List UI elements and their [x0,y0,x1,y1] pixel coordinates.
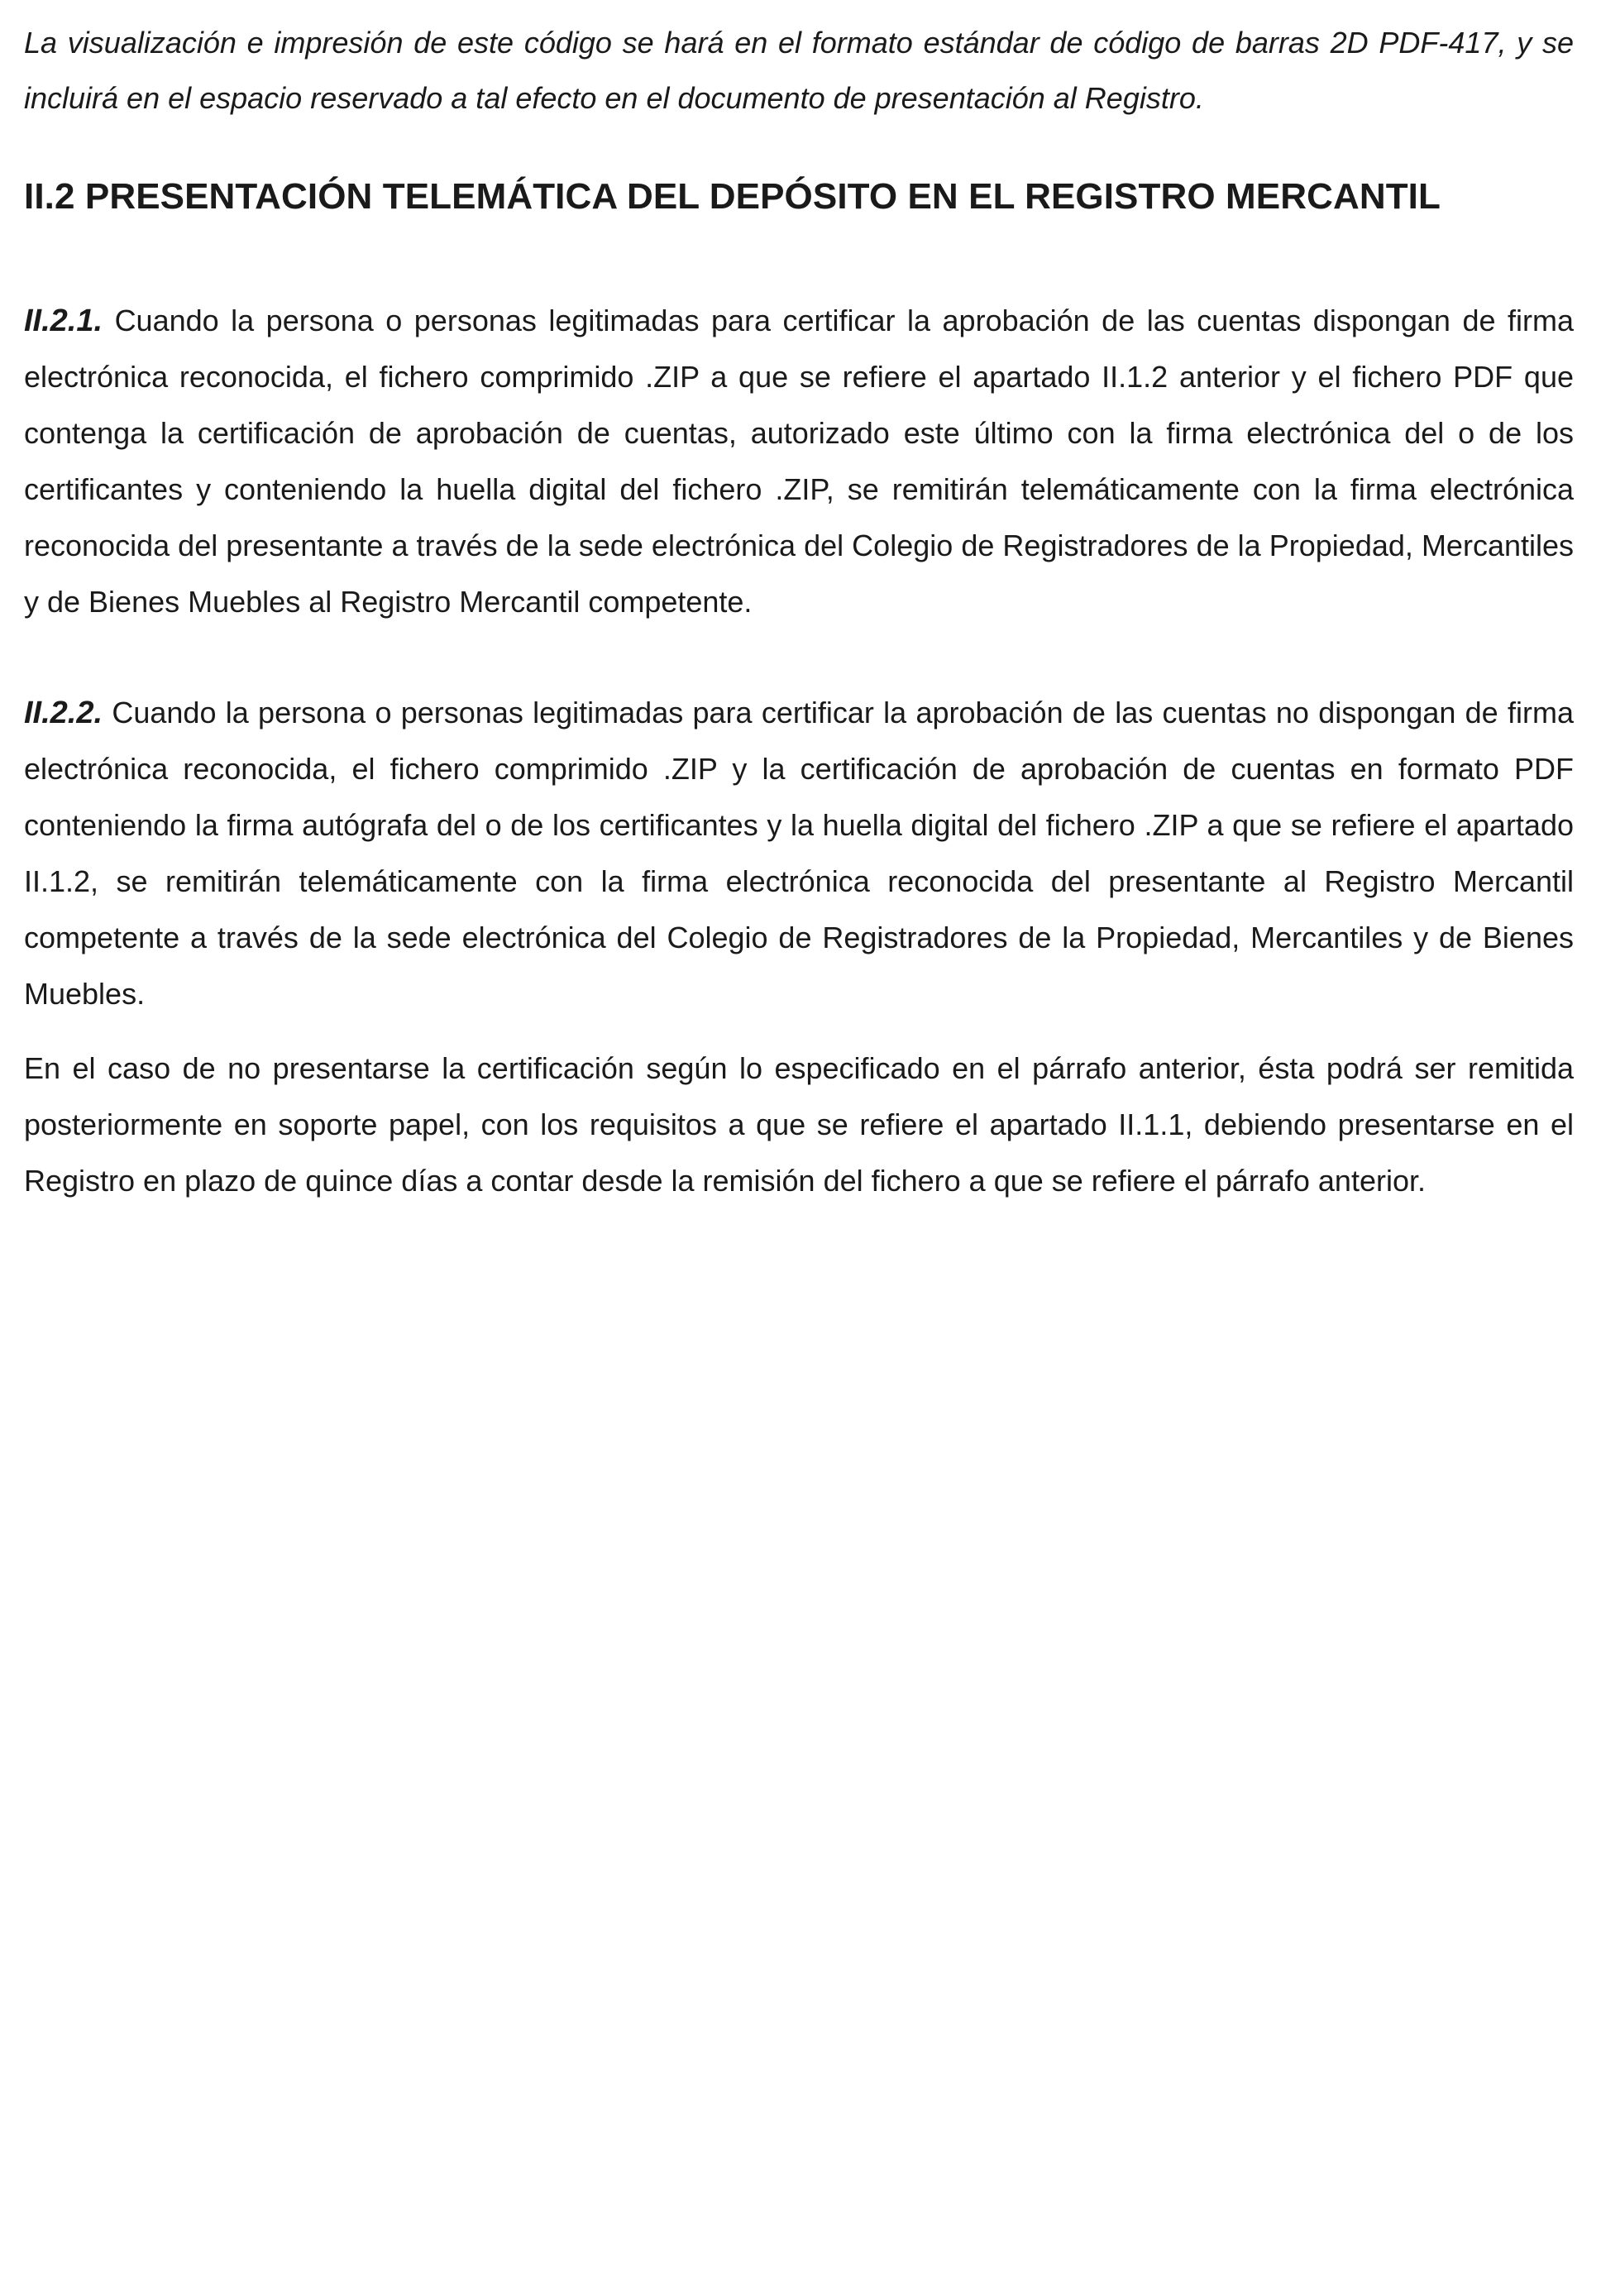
paragraph-ii-2-2 [24,685,1574,1022]
paragraph-text: Cuando la persona o personas legitimadas para certificar la aprobación de las cuentas dispongan de firma electrónica reconocida, el fichero comprimido .ZIP a que se refiere el apartado II.1.2 anterior y el fichero PDF que contenga la certificación de aprobación de cuentas, autorizado este último con la firma electrónica del o de los certificantes y conteniendo la huella digital del fichero .ZIP, se remitirán telemáticamente con la firma electrónica reconocida del presentante a través de la sede electrónica del Colegio de Registradores de la Propiedad, Mercantiles y de Bienes Muebles al Registro Mercantil competente. [24,304,1574,619]
paragraph-number: II.2.2. [24,696,103,730]
paragraph-ii-2-1 [24,293,1574,630]
section-title: II.2 PRESENTACIÓN TELEMÁTICA DEL DEPÓSITO EN EL REGISTRO MERCANTIL [24,176,1441,217]
paragraph-ii-2-2-continuation [24,1040,1574,1209]
document-page [24,15,1574,1209]
paragraph-text: En el caso de no presentarse la certificación según lo especificado en el párrafo anterior, ésta podrá ser remitida posteriormente en soporte papel, con los requisitos a que se refiere el apartado II.1.1, debiendo presentarse en el Registro en plazo de quince días a contar desde la remisión del fichero a que se refiere el párrafo anterior. [24,1051,1574,1198]
paragraph-text: Cuando la persona o personas legitimadas para certificar la aprobación de las cuentas no dispongan de firma electrónica reconocida, el fichero comprimido .ZIP y la certificación de aprobación de cuentas en formato PDF conteniendo la firma autógrafa del o de los certificantes y la huella digital del fichero .ZIP a que se refiere el apartado II.1.2, se remitirán telemáticamente con la firma electrónica reconocida del presentante al Registro Mercantil competente a través de la sede electrónica del Colegio de Registradores de la Propiedad, Mercantiles y de Bienes Muebles. [24,696,1574,1011]
paragraph-number: II.2.1. [24,304,103,338]
intro-paragraph: La visualización e impresión de este código se hará en el formato estándar de código de barras 2D PDF-417, y se incluirá en el espacio reservado a tal efecto en el documento de presentación al Registro. [24,26,1574,115]
